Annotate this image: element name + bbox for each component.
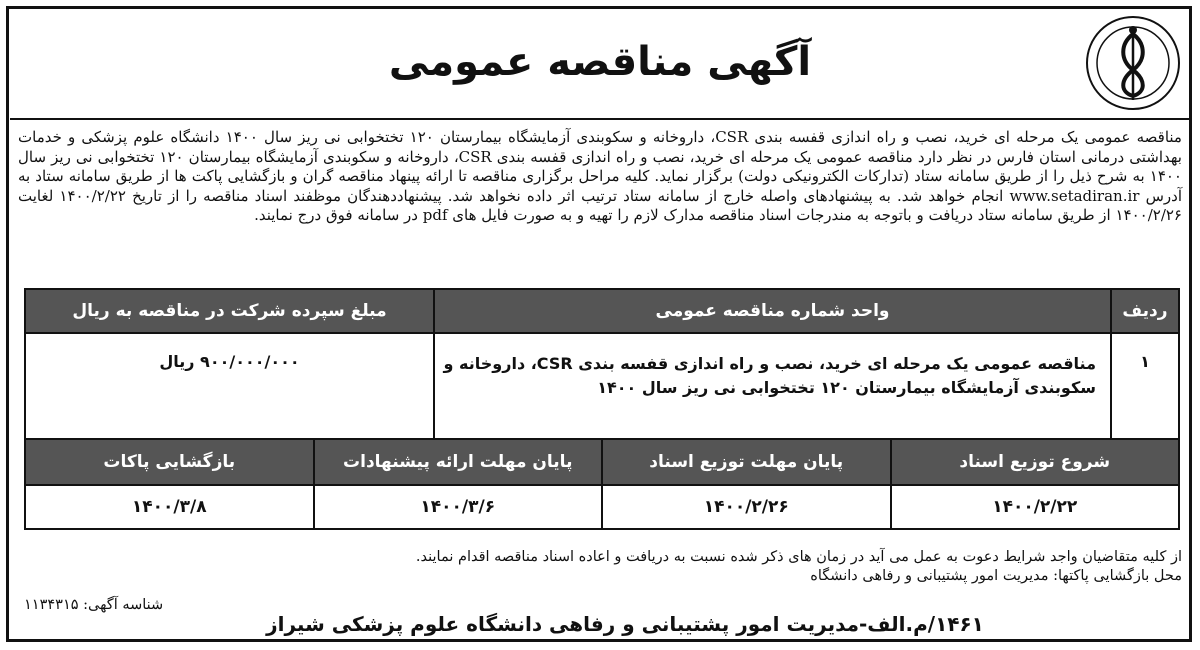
notice-title: آگهی مناقصه عمومی <box>388 39 812 85</box>
dates-table <box>24 438 1180 530</box>
note-opening-location: محل بازگشایی پاکتها: مدیریت امور پشتیبانی و رفاهی دانشگاه <box>810 568 1182 584</box>
footer-issuer: ۱۴۶۱/م.الف-مدیریت امور پشتیبانی و رفاهی دانشگاه علوم پزشکی شیراز <box>266 612 984 636</box>
table-row <box>25 485 1179 529</box>
deposit-amount: ۹۰۰/۰۰۰/۰۰۰ ریال <box>25 333 434 444</box>
note-invitation: از کلیه متقاضیان واجد شرایط دعوت به عمل می آید در زمان های ذکر شده نسبت به دریافت و اعاده اسناد مناقصه اقدام نمایند. <box>415 549 1182 565</box>
header-row-number: ردیف <box>1111 289 1179 333</box>
header-tender-unit: واحد شماره مناقصه عمومی <box>434 289 1111 333</box>
header-deposit-amount: مبلغ سپرده شرکت در مناقصه به ریال <box>25 289 434 333</box>
header-opening: بازگشایی پاکات <box>25 439 314 485</box>
notes-section <box>18 548 1182 586</box>
row-number: ۱ <box>1111 333 1179 444</box>
header-distribution-start: شروع توزیع اسناد <box>891 439 1180 485</box>
date-opening: ۱۴۰۰/۳/۸ <box>25 485 314 529</box>
date-distribution-end: ۱۴۰۰/۲/۲۶ <box>602 485 891 529</box>
tender-table <box>24 288 1180 445</box>
university-emblem-icon <box>1084 14 1182 112</box>
header-submission-deadline: پایان مهلت ارائه پیشنهادات <box>314 439 603 485</box>
ad-identifier: شناسه آگهی: ۱۱۳۴۳۱۵ <box>24 597 164 613</box>
tender-description: مناقصه عمومی یک مرحله ای خرید، نصب و راه اندازی قفسه بندی CSR، داروخانه و سکوبندی آزمایشگاه بیمارستان ۱۲۰ تختخوابی نی ریز سال ۱۴۰۰ <box>434 333 1111 444</box>
notice-header <box>10 10 1190 120</box>
date-submission-deadline: ۱۴۰۰/۳/۶ <box>314 485 603 529</box>
date-distribution-start: ۱۴۰۰/۲/۲۲ <box>891 485 1180 529</box>
table-row <box>25 333 1179 444</box>
intro-paragraph: مناقصه عمومی یک مرحله ای خرید، نصب و راه اندازی قفسه بندی CSR، داروخانه و سکوبندی آزمایشگاه بیمارستان ۱۲۰ تختخوابی نی ریز سال ۱۴۰۰ دانشگاه علوم پزشکی و خدمات بهداشتی درمانی استان فارس در نظر دارد مناقصه عمومی یک مرحله ای خرید، نصب و راه اندازی قفسه بندی CSR، داروخانه و سکوبندی آزمایشگاه بیمارستان ۱۲۰ تختخوابی نی ریز سال ۱۴۰۰ به شرح ذیل را از طریق سامانه ستاد (تدارکات الکترونیکی دولت) برگزار نماید. کلیه مراحل برگزاری مناقصه تا ارائه پینهاد مناقصه گران و بازگشایی پاکت ها از طریق سامانه ستاد به آدرس www.setadiran.ir انجام خواهد شد. به پیشنهادهای واصله خارج از سامانه ستاد ترتیب اثر داده نخواهد شد. پیشنهاددهندگان موظفند اسناد مناقصه را از تاریخ ۱۴۰۰/۲/۲۲ لغایت ۱۴۰۰/۲/۲۶ از طریق سامانه ستاد دریافت و باتوجه به مندرجات اسناد مناقصه مدارک لازم را تهیه و به صورت فایل های pdf در سامانه فوق درج نمایند. <box>18 128 1182 224</box>
header-distribution-end: پایان مهلت توزیع اسناد <box>602 439 891 485</box>
